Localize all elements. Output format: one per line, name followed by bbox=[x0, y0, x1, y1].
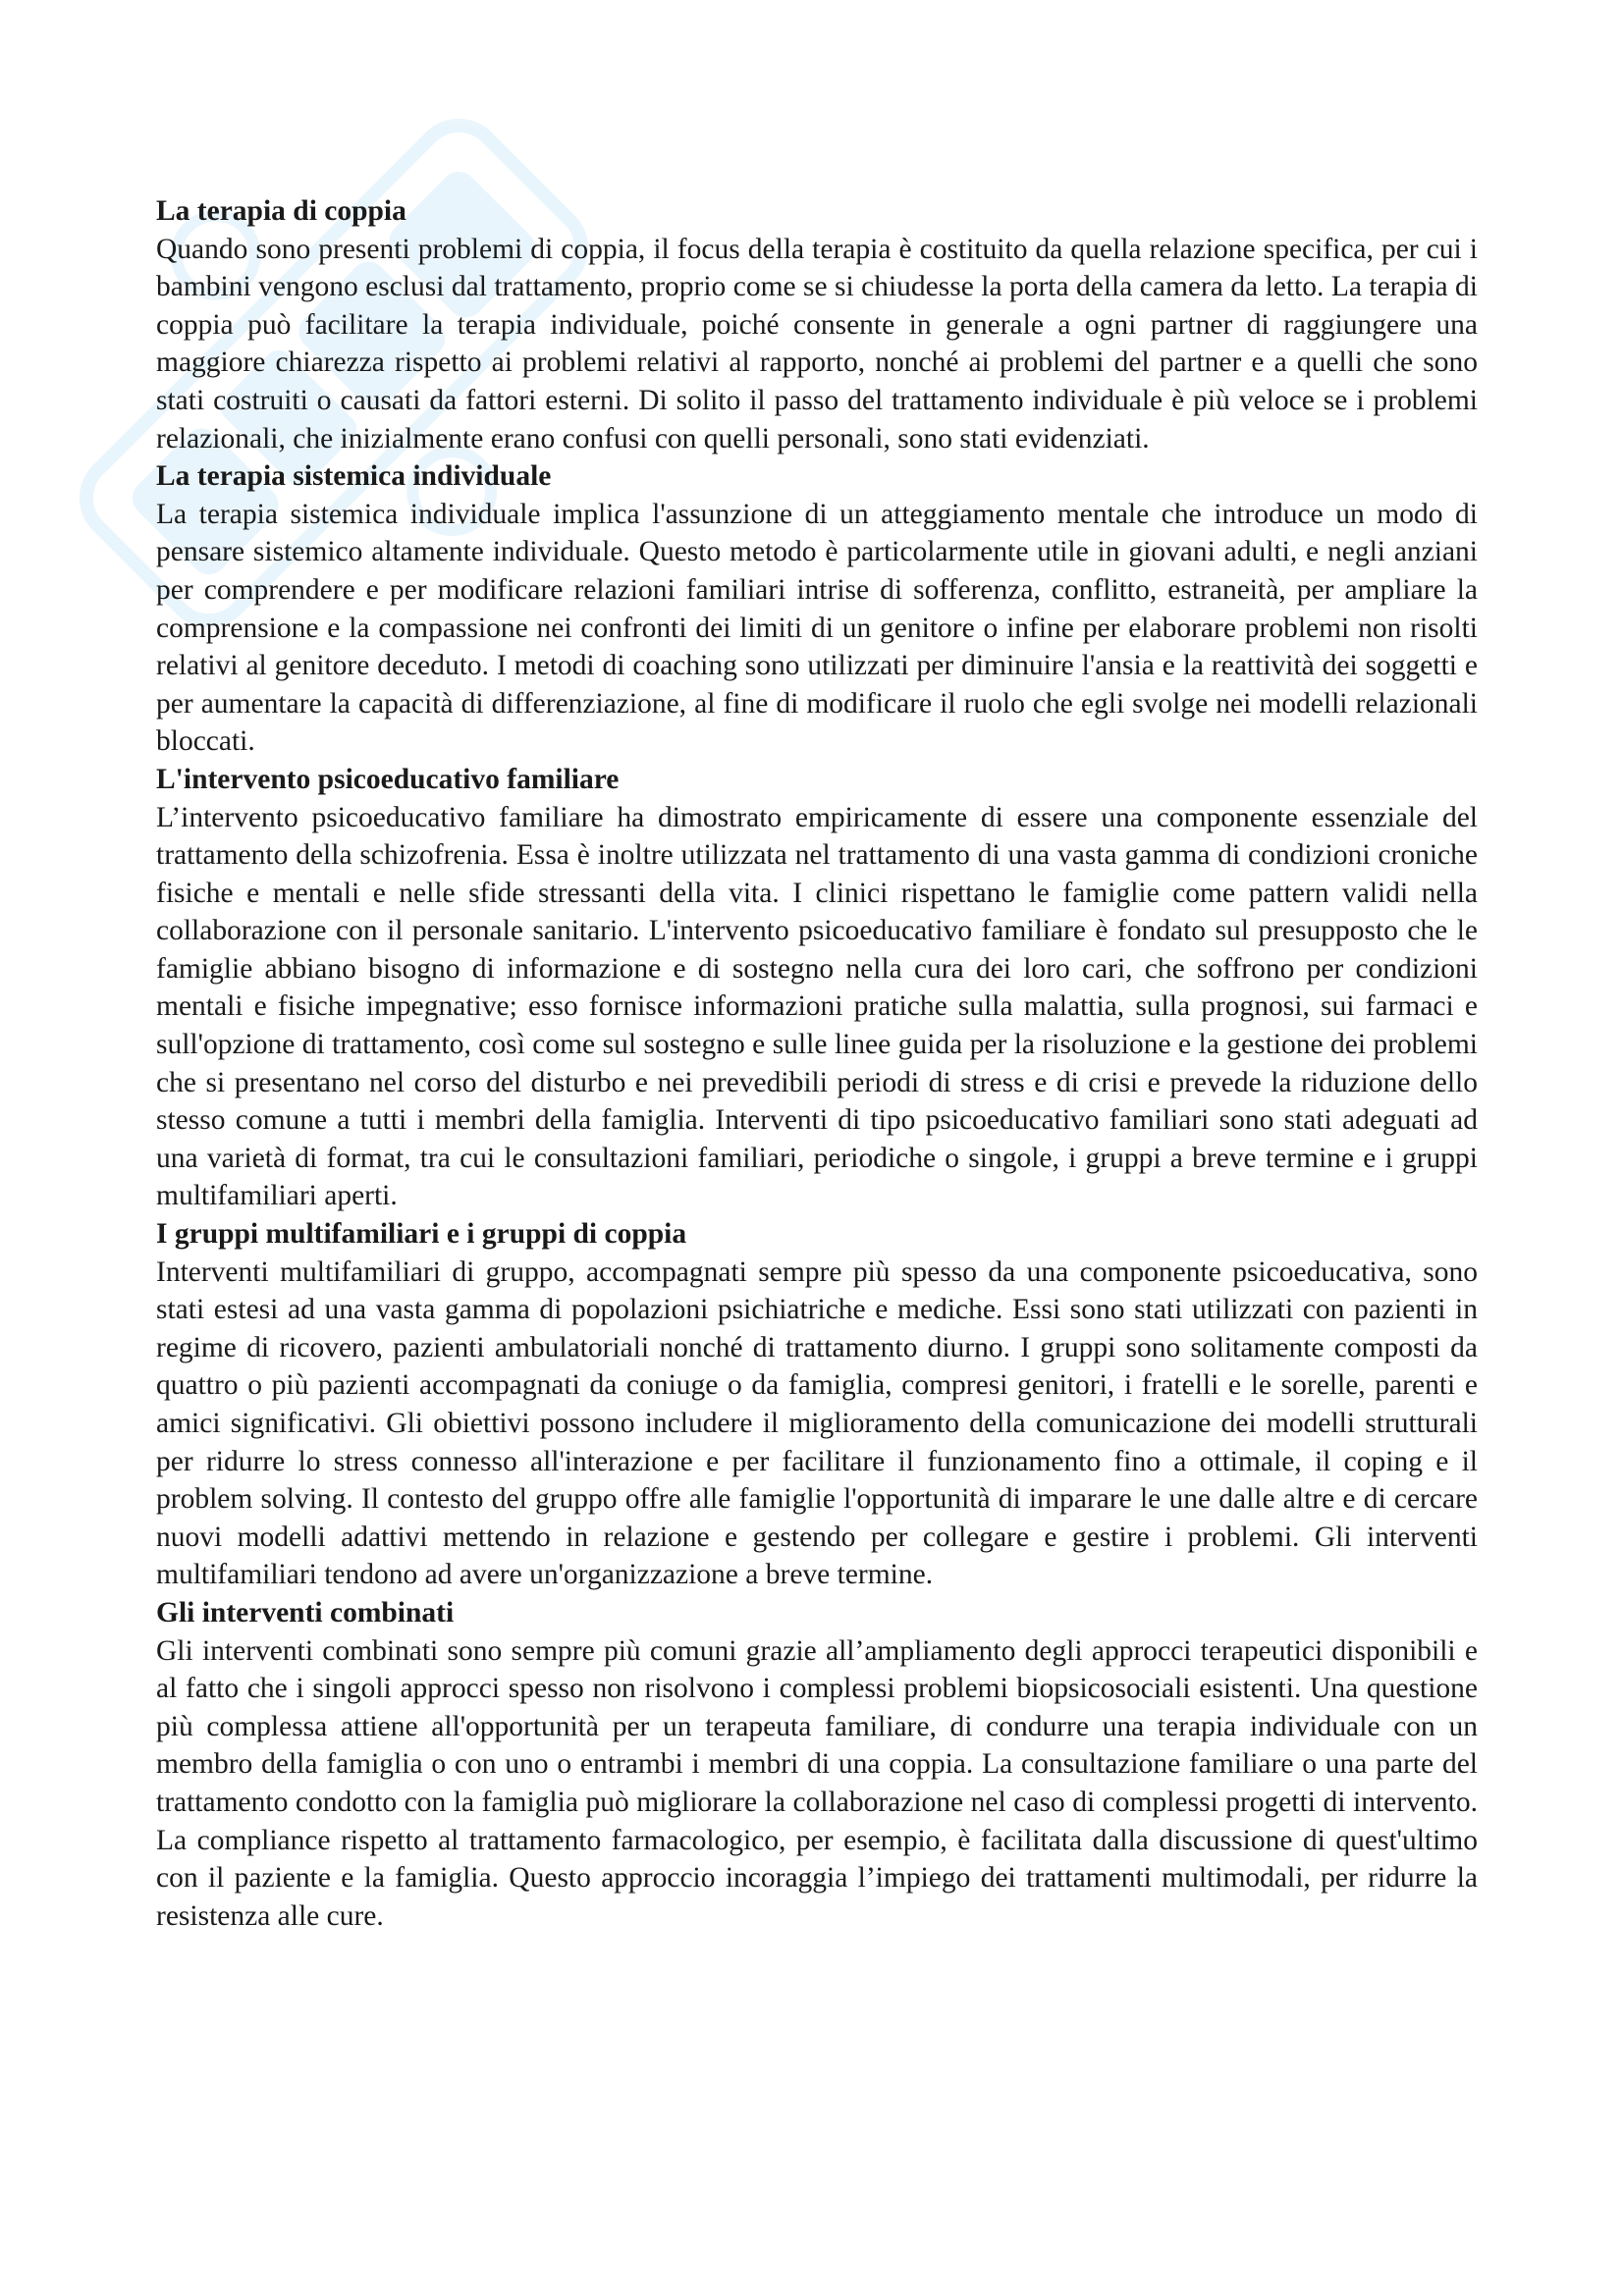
section-title-terapia-coppia: La terapia di coppia bbox=[156, 195, 406, 227]
section-body-terapia-sistemica: La terapia sistemica individuale implica l'assunzione di un atteggiamento mentale che introduce un modo di pensare sistemico altamente individuale. Questo metodo è particolarmente utile in giovani adulti, e negli anziani per comprendere e per modificare relazioni familiari intrise di sofferenza, conflitto, estraneità, per ampliare la comprensione e la compassione nei confronti dei limiti di un genitore o infine per elaborare problemi non risolti relativi al genitore deceduto. I metodi di coaching sono utilizzati per diminuire l'ansia e la reattività dei soggetti e per aumentare la capacità di differenziazione, al fine di modificare il ruolo che egli svolge nei modelli relazionali bloccati. bbox=[156, 498, 1478, 758]
section-title-terapia-sistemica: La terapia sistemica individuale bbox=[156, 460, 552, 493]
section-title-interventi-combinati: Gli interventi combinati bbox=[156, 1596, 455, 1629]
section-body-intervento-psicoeducativo: L’intervento psicoeducativo familiare ha dimostrato empiricamente di essere una componente essenziale del trattamento della schizofrenia. Essa è inoltre utilizzata nel trattamento di una vasta gamma di condizioni croniche fisiche e mentali e nelle sfide stressanti della vita. I clinici rispettano le famiglie come pattern validi nella collaborazione con il personale sanitario. L'intervento psicoeducativo familiare è fondato sul presupposto che le famiglie abbiano bisogno di informazione e di sostegno nella cura dei loro cari, che soffrono per condizioni mentali e fisiche impegnative; esso fornisce informazioni pratiche sulla malattia, sulla prognosi, sui farmaci e sull'opzione di trattamento, così come sul sostegno e sulle linee guida per la risoluzione e la gestione dei problemi che si presentano nel corso del disturbo e nei prevedibili periodi di stress e di crisi e prevede la riduzione dello stesso comune a tutti i membri della famiglia. Interventi di tipo psicoeducativo familiari sono stati adeguati ad una varietà di format, tra cui le consultazioni familiari, periodiche o singole, i gruppi a breve termine e i gruppi multifamiliari aperti. bbox=[156, 801, 1478, 1212]
document-body bbox=[156, 192, 1478, 1935]
section-body-terapia-coppia: Quando sono presenti problemi di coppia, il focus della terapia è costituito da quella relazione specifica, per cui i bambini vengono esclusi dal trattamento, proprio come se si chiudesse la porta della camera da letto. La terapia di coppia può facilitare la terapia individuale, poiché consente in generale a ogni partner di raggiungere una maggiore chiarezza rispetto ai problemi relativi al rapporto, nonché ai problemi del partner e a quelli che sono stati costruiti o causati da fattori esterni. Di solito il passo del trattamento individuale è più veloce se i problemi relazionali, che inizialmente erano confusi con quelli personali, sono stati evidenziati. bbox=[156, 233, 1478, 454]
section-body-gruppi-multifamiliari: Interventi multifamiliari di gruppo, accompagnati sempre più spesso da una componente psicoeducativa, sono stati estesi ad una vasta gamma di popolazioni psichiatriche e mediche. Essi sono stati utilizzati con pazienti in regime di ricovero, pazienti ambulatoriali nonché di trattamento diurno. I gruppi sono solitamente composti da quattro o più pazienti accompagnati da coniuge o da famiglia, compresi genitori, i fratelli e le sorelle, parenti e amici significativi. Gli obiettivi possono includere il miglioramento della comunicazione dei modelli strutturali per ridurre lo stress connesso all'interazione e per facilitare il funzionamento fino a ottimale, il coping e il problem solving. Il contesto del gruppo offre alle famiglie l'opportunità di imparare le une dalle altre e di cercare nuovi modelli adattivi mettendo in relazione e gestendo per collegare e gestire i problemi. Gli interventi multifamiliari tendono ad avere un'organizzazione a breve termine. bbox=[156, 1255, 1478, 1591]
section-title-intervento-psicoeducativo: L'intervento psicoeducativo familiare bbox=[156, 763, 620, 795]
section-body-interventi-combinati: Gli interventi combinati sono sempre più comuni grazie all’ampliamento degli approcci terapeutici disponibili e al fatto che i singoli approcci spesso non risolvono i complessi problemi biopsicosociali esistenti. Una questione più complessa attiene all'opportunità per un terapeuta familiare, di condurre una terapia individuale con un membro della famiglia o con uno o entrambi i membri di una coppia. La consultazione familiare o una parte del trattamento condotto con la famiglia può migliorare la collaborazione nel caso di complessi progetti di intervento. La compliance rispetto al trattamento farmacologico, per esempio, è facilitata dalla discussione di quest'ultimo con il paziente e la famiglia. Questo approccio incoraggia l’impiego dei trattamenti multimodali, per ridurre la resistenza alle cure. bbox=[156, 1634, 1478, 1932]
section-title-gruppi-multifamiliari: I gruppi multifamiliari e i gruppi di coppia bbox=[156, 1218, 687, 1251]
